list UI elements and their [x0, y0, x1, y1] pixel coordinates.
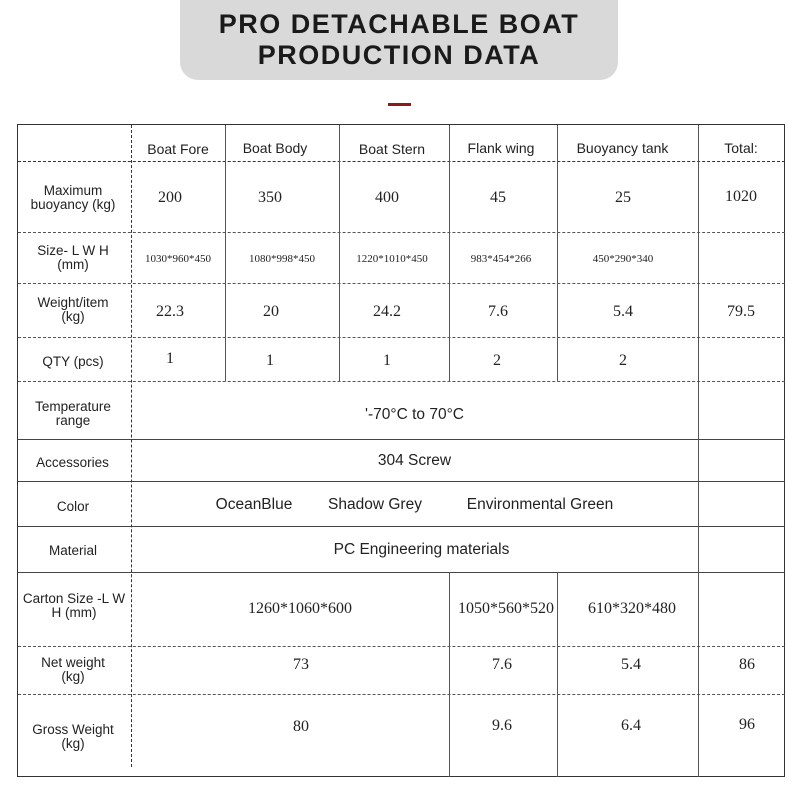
- carton-flank-wing: 1050*560*520: [458, 600, 554, 617]
- size-flank-wing: 983*454*266: [470, 253, 532, 265]
- buoyancy-boat-stern: 400: [375, 189, 399, 206]
- column-line: [698, 125, 699, 777]
- weight-boat-fore: 22.3: [156, 303, 184, 320]
- qty-boat-fore: 1: [166, 350, 174, 367]
- title-line-1: PRO DETACHABLE BOAT: [218, 9, 580, 39]
- buoyancy-flank-wing: 45: [490, 189, 506, 206]
- qty-boat-body: 1: [266, 352, 274, 369]
- header-boat-fore: Boat Fore: [147, 141, 209, 157]
- row-label-carton: Carton Size -L W H (mm): [22, 591, 126, 620]
- header-buoyancy-tank: Buoyancy tank: [576, 140, 669, 156]
- net-weight-boats: 73: [293, 656, 309, 673]
- net-weight-flank-wing: 7.6: [492, 656, 512, 673]
- weight-total: 79.5: [727, 303, 755, 320]
- row-label-size: Size- L W H (mm): [37, 243, 109, 272]
- buoyancy-total: 1020: [725, 188, 757, 205]
- size-buoyancy-tank: 450*290*340: [592, 253, 654, 265]
- buoyancy-boat-body: 350: [258, 189, 282, 206]
- row-label-weight: Weight/item (kg): [37, 295, 109, 324]
- row-label-color: Color: [56, 499, 90, 514]
- header-flank-wing: Flank wing: [467, 140, 535, 156]
- row-label-temperature: Temperature range: [35, 399, 111, 428]
- row-line: [18, 439, 785, 440]
- row-line: [18, 161, 785, 162]
- qty-buoyancy-tank: 2: [619, 352, 627, 369]
- weight-boat-body: 20: [263, 303, 279, 320]
- title-banner: [180, 0, 618, 80]
- row-label-gross-weight: Gross Weight (kg): [32, 722, 114, 751]
- row-line: [18, 337, 785, 338]
- row-label-buoyancy: Maximum buoyancy (kg): [30, 182, 116, 212]
- weight-buoyancy-tank: 5.4: [613, 303, 633, 320]
- row-label-accessories: Accessories: [36, 455, 109, 470]
- color-shadow-grey: Shadow Grey: [328, 496, 422, 513]
- row-line: [18, 694, 785, 695]
- size-boat-body: 1080*998*450: [249, 253, 315, 265]
- row-label-net-weight: Net weight (kg): [41, 655, 105, 684]
- row-line: [18, 526, 785, 527]
- title-line-2: PRODUCTION DATA: [257, 40, 541, 70]
- color-ocean-blue: OceanBlue: [215, 496, 293, 513]
- header-boat-stern: Boat Stern: [358, 141, 426, 157]
- net-weight-total: 86: [739, 656, 755, 673]
- accessories-value: 304 Screw: [377, 452, 452, 469]
- gross-weight-buoyancy-tank: 6.4: [621, 717, 641, 734]
- qty-flank-wing: 2: [493, 352, 501, 369]
- row-line: [18, 646, 785, 647]
- row-line: [18, 572, 785, 573]
- row-label-qty: QTY (pcs): [42, 354, 104, 369]
- header-total: Total:: [724, 140, 758, 156]
- size-boat-stern: 1220*1010*450: [356, 253, 428, 265]
- buoyancy-boat-fore: 200: [158, 189, 182, 206]
- row-line: [18, 381, 785, 382]
- color-environmental-green: Environmental Green: [466, 496, 614, 513]
- buoyancy-buoyancy-tank: 25: [615, 189, 631, 206]
- gross-weight-flank-wing: 9.6: [492, 717, 512, 734]
- row-label-material: Material: [48, 543, 97, 558]
- carton-buoyancy-tank: 610*320*480: [588, 600, 676, 617]
- material-value: PC Engineering materials: [333, 541, 510, 558]
- header-boat-body: Boat Body: [242, 140, 308, 156]
- temperature-value: '-70°C to 70°C: [365, 406, 464, 423]
- qty-boat-stern: 1: [383, 352, 391, 369]
- carton-boats: 1260*1060*600: [248, 600, 352, 617]
- weight-boat-stern: 24.2: [373, 303, 401, 320]
- row-line: [18, 283, 785, 284]
- accent-divider: [388, 103, 411, 106]
- row-line: [18, 232, 785, 233]
- net-weight-buoyancy-tank: 5.4: [621, 656, 641, 673]
- gross-weight-total: 96: [739, 716, 755, 733]
- row-line: [18, 481, 785, 482]
- gross-weight-boats: 80: [293, 718, 309, 735]
- size-boat-fore: 1030*960*450: [145, 253, 211, 265]
- weight-flank-wing: 7.6: [488, 303, 508, 320]
